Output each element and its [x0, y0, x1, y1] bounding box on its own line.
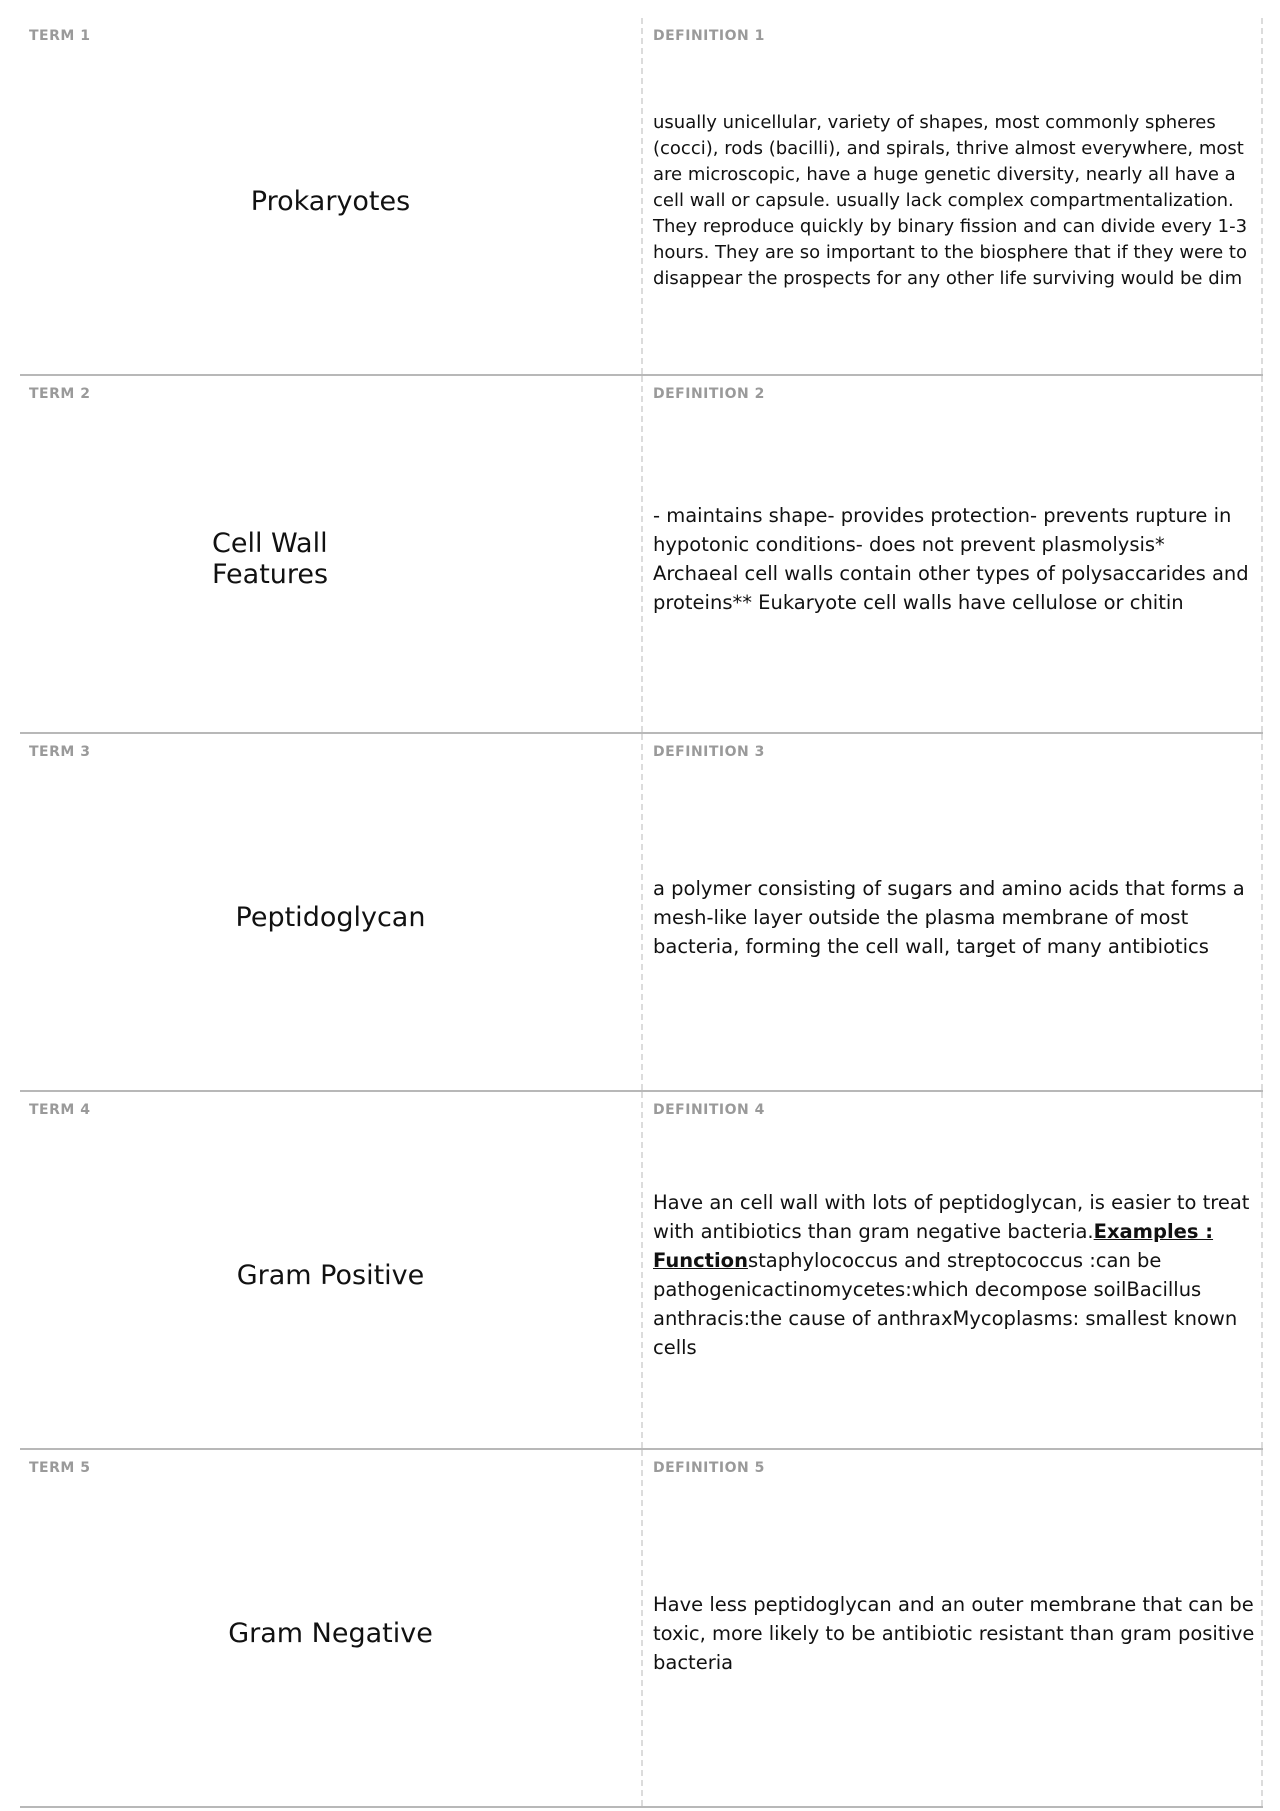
definition-text — [653, 1450, 1255, 1806]
term-label: TERM 5 — [29, 1460, 91, 1476]
definition-cell — [643, 376, 1261, 732]
cut-line — [1261, 18, 1263, 374]
term-cell — [20, 734, 641, 1090]
term-line: Features — [212, 559, 329, 590]
definition-bold-heading: Examples : — [1093, 1220, 1214, 1243]
definition-body — [653, 1188, 1255, 1362]
definition-label: DEFINITION 2 — [653, 386, 765, 402]
term-label: TERM 3 — [29, 744, 91, 760]
term-text: Prokaryotes — [250, 185, 411, 217]
definition-cell — [643, 18, 1261, 374]
term-text: Peptidoglycan — [235, 901, 426, 933]
term-text: Gram Negative — [228, 1617, 433, 1649]
definition-label: DEFINITION 5 — [653, 1460, 765, 1476]
definition-text — [653, 18, 1255, 374]
term-label: TERM 2 — [29, 386, 91, 402]
term-text — [20, 376, 641, 732]
definition-cell — [643, 1092, 1261, 1448]
cut-line — [1261, 1092, 1263, 1448]
term-text-lines — [212, 528, 328, 590]
cut-line — [1261, 376, 1263, 732]
definition-body: a polymer consisting of sugars and amino acids that forms a mesh-like layer outside the plasma membrane of most bacteria, forming the cell wall, target of many antibiotics — [653, 876, 1245, 958]
definition-bold-heading: Function — [653, 1249, 748, 1272]
definition-body: usually unicellular, variety of shapes, most commonly spheres (cocci), rods (bacilli), and spirals, thrive almost everywhere, most are microscopic, have a huge genetic diversity, nearly all have a cell wall or capsule. usually lack complex compartmentalization. They reproduce quickly by binary fission and can divide every 1-3 hours. They are so important to the biosphere that if they were to disappear the prospects for any other life surviving would be dim — [653, 112, 1248, 289]
card-row-1 — [20, 18, 1263, 376]
definition-body: - maintains shape- provides protection- prevents rupture in hypotonic conditions- does not prevent plasmolysis* Archaeal cell walls contain other types of polysaccarides and proteins** Eukaryote cell walls have cellulose or chitin — [653, 504, 1249, 614]
definition-label: DEFINITION 3 — [653, 744, 765, 760]
flashcard-sheet — [20, 18, 1263, 1808]
term-cell — [20, 1092, 641, 1448]
card-row-5 — [20, 1450, 1263, 1808]
term-line: Cell Wall — [212, 528, 328, 559]
card-row-3 — [20, 734, 1263, 1092]
cut-line — [1261, 734, 1263, 1090]
term-label: TERM 4 — [29, 1102, 91, 1118]
definition-body: Have less peptidoglycan and an outer membrane that can be toxic, more likely to be antibiotic resistant than gram positive bacteria — [653, 1592, 1255, 1674]
definition-cell — [643, 734, 1261, 1090]
definition-text — [653, 734, 1255, 1090]
term-text: Gram Positive — [236, 1259, 425, 1291]
definition-cell — [643, 1450, 1261, 1806]
term-cell — [20, 376, 641, 732]
cut-line — [1261, 1450, 1263, 1806]
definition-segment: Have an cell wall with lots of peptidoglycan, is easier to treat with antibiotics than gram negative bacteria. — [653, 1191, 1250, 1243]
term-cell — [20, 1450, 641, 1806]
card-row-4 — [20, 1092, 1263, 1450]
definition-segment: staphylococcus and streptococcus :can be pathogenicactinomycetes:which decompose soilBacillus anthracis:the cause of anthraxMycoplasms: smallest known cells — [653, 1249, 1238, 1359]
term-label: TERM 1 — [29, 28, 91, 44]
definition-text — [653, 376, 1255, 732]
definition-label: DEFINITION 4 — [653, 1102, 765, 1118]
definition-text — [653, 1092, 1255, 1448]
definition-label: DEFINITION 1 — [653, 28, 765, 44]
card-row-2 — [20, 376, 1263, 734]
term-cell — [20, 18, 641, 374]
